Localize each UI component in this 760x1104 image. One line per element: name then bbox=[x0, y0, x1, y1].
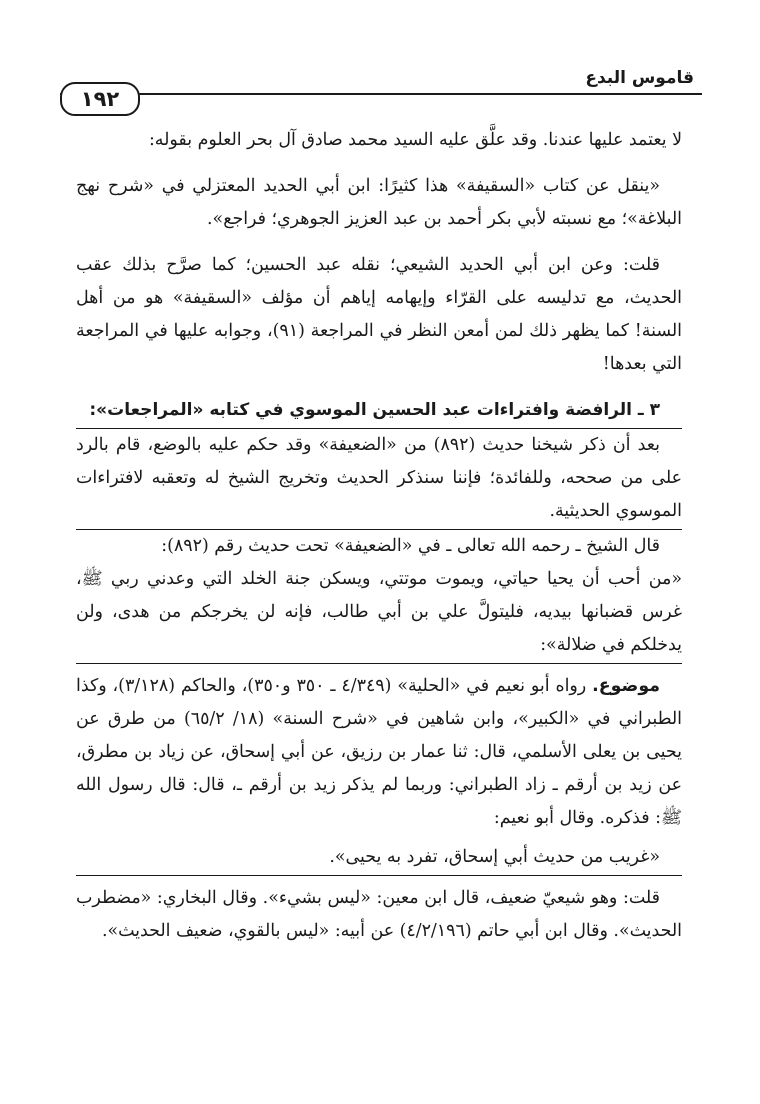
paragraph-grading bbox=[76, 670, 682, 835]
section-rule-4 bbox=[76, 875, 682, 876]
running-title: قاموس البدع bbox=[585, 68, 694, 88]
page-number: ١٩٢ bbox=[60, 82, 140, 116]
grading-label: موضوع. bbox=[592, 676, 660, 696]
grading-text: رواه أبو نعيم في «الحلية» (٤/٣٤٩ ـ ٣٥٠ و٣٥٠)، والحاكم (٣/١٢٨)، وكذا الطبراني في «الكبير»، وابن شاهين في «شرح السنة» (١٨/ ٦٥/٢) من طرق عن يحيى بن يعلى الأسلمي، قال: ثنا عمار بن رزيق، عن أبي إسحاق، عن زياد بن مطرق، عن زيد بن أرقم ـ زاد الطبراني: وربما لم يذكر زيد بن أرقم ـ، قال: قال رسول الله ﷺ: فذكره. وقال أبو نعيم: bbox=[76, 676, 683, 828]
section-rule-3 bbox=[76, 663, 682, 664]
section-heading: ٣ ـ الرافضة وافتراءات عبد الحسين الموسوي في كتابه «المراجعات»: bbox=[89, 400, 660, 420]
paragraph-comment: قلت: وعن ابن أبي الحديد الشيعي؛ نقله عبد الحسين؛ كما صرَّح بذلك عقب الحديث، مع تدليسه على القرّاء وإيهامه إياهم أن مؤلف «السقيفة» هو من أهل السنة! كما يظهر ذلك لمن أمعن النظر في المراجعة (٩١)، وجوابه عليها في المراجعة التي بعدها! bbox=[76, 255, 682, 374]
paragraph-continuation: لا يعتمد عليها عندنا. وقد علَّق عليه السيد محمد صادق آل بحر العلوم بقوله: bbox=[148, 130, 682, 150]
hadith-text: «من أحب أن يحيا حياتي، ويموت موتتي، ويسكن جنة الخلد التي وعدني ربي ﷺ، غرس قضبانها بيديه، فليتولَّ علي بن أبي طالب، فإنه لن يخرجكم من هدى، ولن يدخلكم في ضلالة»: bbox=[76, 569, 682, 655]
paragraph-intro: بعد أن ذكر شيخنا حديث (٨٩٢) من «الضعيفة» وقد حكم عليه بالوضع، قام بالرد على من صححه، وللفائدة؛ فإننا سنذكر الحديث وتخريج الشيخ له وتعقبه لافتراءات الموسوي الحديثية. bbox=[76, 435, 682, 521]
header-rule bbox=[60, 93, 702, 95]
page-header bbox=[60, 60, 702, 120]
paragraph-narrator-critique: قلت: وهو شيعيّ ضعيف، قال ابن معين: «ليس بشيء». وقال البخاري: «مضطرب الحديث». وقال ابن أبي حاتم (٤/٢/١٩٦) عن أبيه: «ليس بالقوي، ضعيف الحديث». bbox=[76, 888, 682, 941]
quote-abu-nuaym: «غريب من حديث أبي إسحاق، تفرد به يحيى». bbox=[329, 847, 660, 867]
page-body bbox=[76, 124, 682, 948]
quote-paragraph: «ينقل عن كتاب «السقيفة» هذا كثيرًا: ابن أبي الحديد المعتزلي في «شرح نهج البلاغة»؛ مع نسبته لأبي بكر أحمد بن عبد العزيز الجوهري؛ فراجع». bbox=[76, 176, 682, 229]
paragraph-citation: قال الشيخ ـ رحمه الله تعالى ـ في «الضعيفة» تحت حديث رقم (٨٩٢): bbox=[161, 536, 660, 556]
